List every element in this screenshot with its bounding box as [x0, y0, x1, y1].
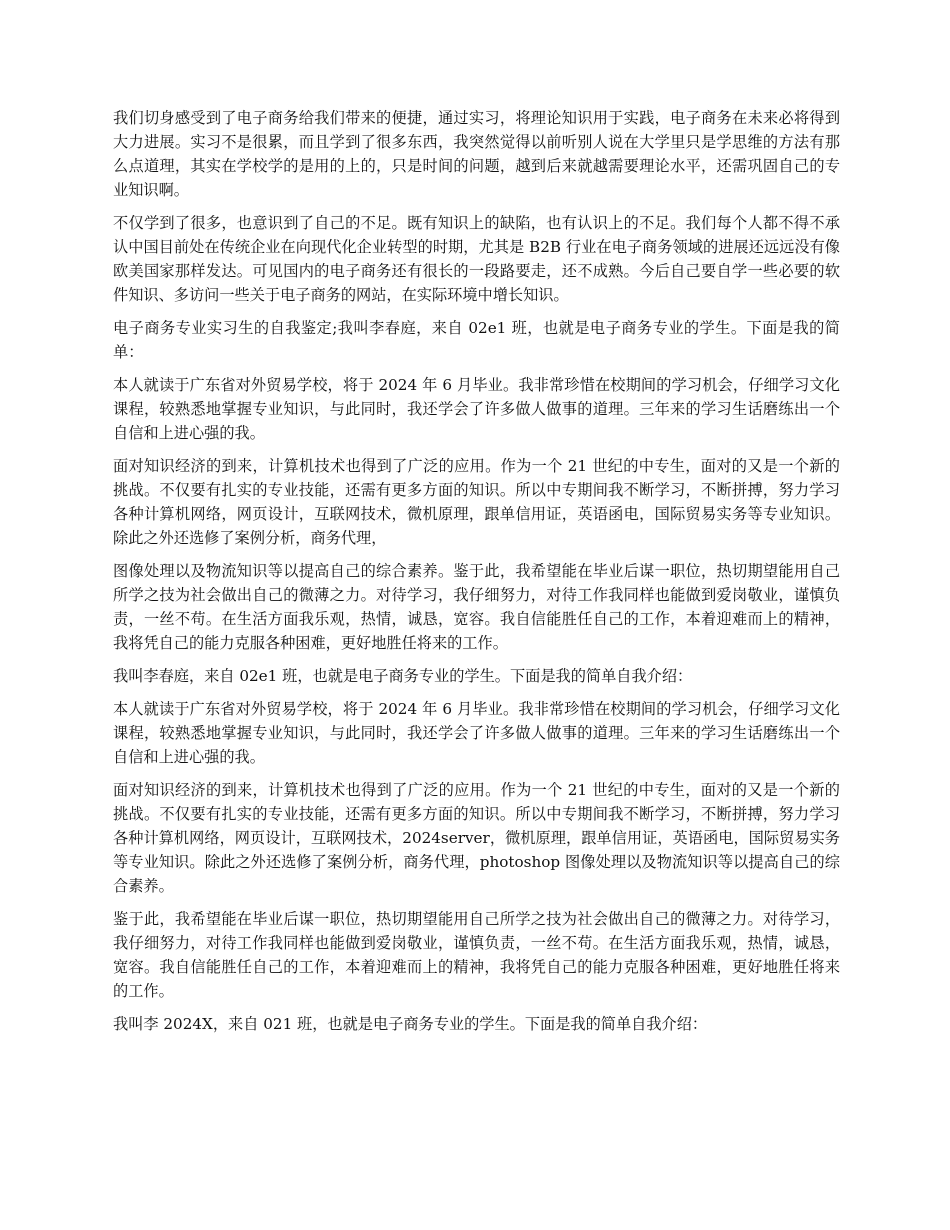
paragraph-6: 图像处理以及物流知识等以提高自己的综合素养。鉴于此，我希望能在毕业后谋一职位，热切期望能用自己所学之技为社会做出自己的微薄之力。对待学习，我仔细努力，对待工作我同样也能做到爱岗敬业，谨慎负责，一丝不苟。在生活方面我乐观，热情，诚恳，宽容。我自信能胜任自己的工作，本着迎难而上的精神，我将凭自己的能力克服各种困难，更好地胜任将来的工作。 — [113, 562, 840, 652]
document-page — [113, 106, 840, 1045]
paragraph-2: 不仅学到了很多，也意识到了自己的不足。既有知识上的缺陷，也有认识上的不足。我们每个人都不得不承认中国目前处在传统企业在向现代化企业转型的时期，尤其是 B2B 行业在电子商务领域的进展还远远没有像欧美国家那样发达。可见国内的电子商务还有很长的一段路要走，还不成熟。今后自己要自学一些必要的软件知识、多访问一些关于电子商务的网站，在实际环境中增长知识。 — [113, 214, 840, 304]
paragraph-11: 我叫李 2024X，来自 021 班，也就是电子商务专业的学生。下面是我的简单自我介绍： — [113, 1015, 708, 1033]
paragraph-10: 鉴于此，我希望能在毕业后谋一职位，热切期望能用自己所学之技为社会做出自己的微薄之力。对待学习，我仔细努力，对待工作我同样也能做到爱岗敬业，谨慎负责，一丝不苟。在生活方面我乐观，热情，诚恳，宽容。我自信能胜任自己的工作，本着迎难而上的精神，我将凭自己的能力克服各种困难，更好地胜任将来的工作。 — [113, 910, 840, 1000]
paragraph-3: 电子商务专业实习生的自我鉴定;我叫李春庭，来自 02e1 班，也就是电子商务专业的学生。下面是我的简单： — [113, 319, 840, 361]
paragraph-4: 本人就读于广东省对外贸易学校，将于 2024 年 6 月毕业。我非常珍惜在校期间的学习机会，仔细学习文化课程，较熟悉地掌握专业知识，与此同时，我还学会了许多做人做事的道理。三年来的学习生话磨练出一个自信和上进心强的我。 — [113, 376, 840, 442]
paragraph-1: 我们切身感受到了电子商务给我们带来的便捷，通过实习，将理论知识用于实践，电子商务在未来必将得到大力进展。实习不是很累，而且学到了很多东西，我突然觉得以前听别人说在大学里只是学思维的方法有那么点道理，其实在学校学的是用的上的，只是时间的问题，越到后来就越需要理论水平，还需巩固自己的专业知识啊。 — [113, 109, 840, 199]
paragraph-5: 面对知识经济的到来，计算机技术也得到了广泛的应用。作为一个 21 世纪的中专生，面对的又是一个新的挑战。不仅要有扎实的专业技能，还需有更多方面的知识。所以中专期间我不断学习，不断拼搏，努力学习各种计算机网络，网页设计，互联网技术，微机原理，跟单信用证，英语函电，国际贸易实务等专业知识。除此之外还选修了案例分析，商务代理， — [113, 457, 840, 547]
paragraph-9: 面对知识经济的到来，计算机技术也得到了广泛的应用。作为一个 21 世纪的中专生，面对的又是一个新的挑战。不仅要有扎实的专业技能，还需有更多方面的知识。所以中专期间我不断学习，不断拼搏，努力学习各种计算机网络，网页设计，互联网技术，2024server，微机原理，跟单信用证，英语函电，国际贸易实务等专业知识。除此之外还选修了案例分析，商务代理，photoshop 图像处理以及物流知识等以提高自己的综合素养。 — [113, 781, 840, 895]
paragraph-7: 我叫李春庭，来自 02e1 班，也就是电子商务专业的学生。下面是我的简单自我介绍： — [113, 667, 693, 685]
paragraph-8: 本人就读于广东省对外贸易学校，将于 2024 年 6 月毕业。我非常珍惜在校期间的学习机会，仔细学习文化课程，较熟悉地掌握专业知识，与此同时，我还学会了许多做人做事的道理。三年来的学习生话磨练出一个自信和上进心强的我。 — [113, 700, 840, 766]
